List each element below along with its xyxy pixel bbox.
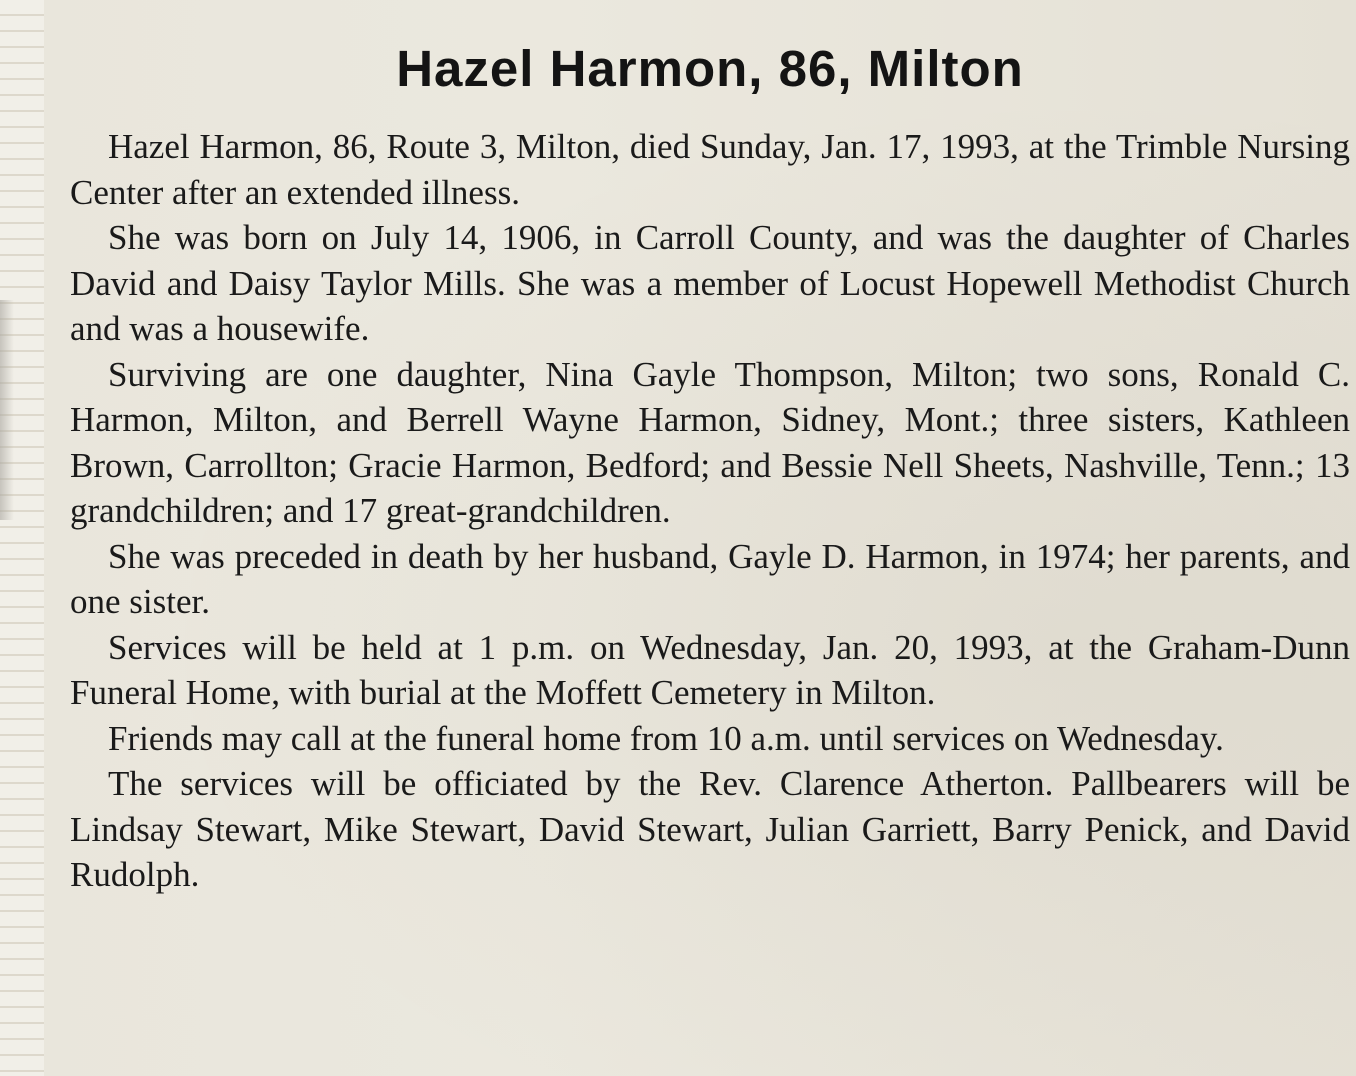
perforated-edge [0,0,44,1076]
obituary-body [70,124,1350,898]
paragraph-biography: She was born on July 14, 1906, in Carroll County, and was the daughter of Charles David and Daisy Taylor Mills. She was a member of Locust Hopewell Methodist Church and was a housewife. [70,218,1350,348]
obituary-headline: Hazel Harmon, 86, Milton [396,40,1024,97]
paragraph-services: Services will be held at 1 p.m. on Wednesday, Jan. 20, 1993, at the Graham-Dunn Funeral Home, with burial at the Moffett Cemetery in Milton. [70,627,1350,712]
paragraph-survivors: Surviving are one daughter, Nina Gayle Thompson, Milton; two sons, Ronald C. Harmon, Milton, and Berrell Wayne Harmon, Sidney, Mont.; three sisters, Kathleen Brown, Carrollton; Gracie Harmon, Bedford; and Bessie Nell Sheets, Nashville, Tenn.; 13 grandchildren; and 17 great-grandchildren. [70,354,1350,530]
paragraph-officiant-pallbearers: The services will be officiated by the Rev. Clarence Atherton. Pallbearers will be Lindsay Stewart, Mike Stewart, David Stewart, Julian Garriett, Barry Penick, and David Rudolph. [70,764,1350,894]
paragraph-visitation: Friends may call at the funeral home from 10 a.m. until services on Wednesday. [108,718,1224,758]
paragraph-preceded-in-death: She was preceded in death by her husband, Gayle D. Harmon, in 1974; her parents, and one sister. [70,536,1350,621]
paper-edge-shadow [0,300,14,520]
paragraph-death-notice: Hazel Harmon, 86, Route 3, Milton, died Sunday, Jan. 17, 1993, at the Trimble Nursing Center after an extended illness. [70,127,1350,212]
